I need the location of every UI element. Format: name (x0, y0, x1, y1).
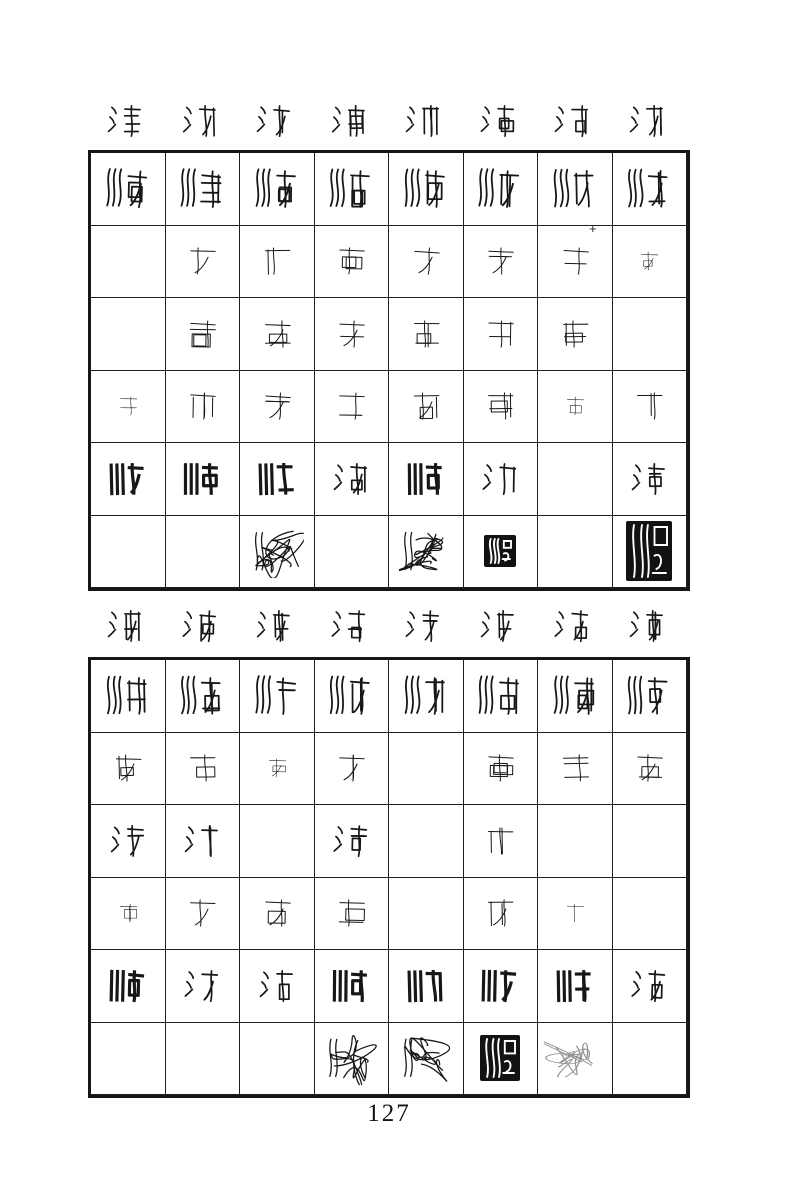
glyph-cell (389, 1023, 464, 1096)
header-char (163, 601, 238, 651)
glyph-cell (464, 298, 539, 371)
glyph-cell (389, 516, 464, 589)
empty-cell (91, 516, 166, 589)
glyph-cell (389, 371, 464, 444)
ancient-script-glyph (624, 99, 669, 144)
glyph-cell (315, 226, 390, 299)
empty-cell (91, 298, 166, 371)
glyph-cell (315, 805, 390, 878)
glyph-cell (166, 805, 241, 878)
ancient-script-glyph (406, 387, 445, 426)
ancient-script-glyph (630, 749, 669, 788)
empty-cell (389, 805, 464, 878)
header-row-1 (88, 96, 684, 146)
glyph-cell (464, 1023, 539, 1096)
glyph-cell (538, 153, 613, 226)
empty-cell (91, 1023, 166, 1096)
glyph-cell (166, 878, 241, 951)
ancient-script-glyph (325, 670, 377, 722)
glyph-cell (166, 298, 241, 371)
empty-cell (538, 443, 613, 516)
ancient-script-glyph (623, 162, 676, 215)
ancient-script-glyph (103, 99, 147, 143)
ancient-script-glyph (251, 163, 303, 215)
glyph-cell (240, 298, 315, 371)
ancient-script-glyph (475, 604, 520, 649)
ancient-script-glyph (562, 900, 588, 926)
glyph-cell (613, 733, 688, 806)
ancient-script-glyph (481, 749, 520, 788)
glyph-cell (538, 878, 613, 951)
ancient-script-glyph (104, 455, 151, 502)
ancient-script-glyph (476, 99, 520, 143)
empty-cell (315, 516, 390, 589)
ancient-script-glyph (478, 456, 523, 501)
ancient-script-glyph (332, 242, 371, 281)
glyph-cell (464, 950, 539, 1023)
ancient-script-glyph (400, 670, 452, 722)
glyph-cell (613, 660, 688, 733)
header-char (461, 96, 536, 146)
ancient-script-glyph (253, 455, 300, 502)
ancient-script-glyph (402, 962, 449, 1009)
seal-stamp-glyph (626, 521, 672, 581)
header-char (163, 96, 238, 146)
empty-cell (389, 733, 464, 806)
ancient-script-glyph (403, 456, 449, 502)
ancient-script-glyph (548, 162, 601, 215)
header-char (237, 96, 312, 146)
glyph-cell (166, 226, 241, 299)
glyph-cell (538, 298, 613, 371)
ancient-script-glyph (481, 894, 520, 933)
glyph-cell (389, 443, 464, 516)
ancient-script-glyph (180, 819, 224, 863)
glyph-cell (315, 1023, 390, 1096)
glyph-cell (166, 950, 241, 1023)
glyph-cell (464, 878, 539, 951)
empty-cell (240, 805, 315, 878)
glyph-cell (464, 371, 539, 444)
ancient-script-glyph (176, 162, 229, 215)
glyph-cell (464, 805, 539, 878)
ancient-script-glyph (555, 749, 594, 788)
glyph-cell (240, 950, 315, 1023)
glyph-cell (91, 805, 166, 878)
empty-cell (389, 878, 464, 951)
ancient-script-glyph (627, 963, 672, 1008)
header-char (88, 96, 163, 146)
glyph-cell (538, 371, 613, 444)
ancient-script-glyph (625, 604, 669, 648)
glyph-cell (613, 950, 688, 1023)
glyph-cell (538, 1023, 613, 1096)
ancient-script-glyph (329, 457, 373, 501)
ancient-script-glyph (183, 242, 222, 281)
ancient-script-glyph (332, 894, 371, 933)
glyph-cell (538, 950, 613, 1023)
seal-stamp-glyph (484, 535, 516, 567)
glyph-cell (91, 660, 166, 733)
header-char (312, 601, 387, 651)
ancient-script-glyph (325, 163, 377, 215)
glyph-cell (91, 153, 166, 226)
header-char (88, 601, 163, 651)
glyph-cell (240, 443, 315, 516)
ancient-script-glyph (101, 669, 154, 722)
header-char (535, 601, 610, 651)
ancient-script-glyph (329, 818, 374, 863)
ancient-script-glyph (177, 99, 222, 144)
ancient-script-glyph (257, 894, 296, 933)
ancient-script-glyph (332, 314, 371, 353)
ancient-script-glyph (407, 315, 445, 353)
glyph-cell (315, 153, 390, 226)
glyph-cell (240, 226, 315, 299)
header-char (535, 96, 610, 146)
glyph-cell (464, 516, 539, 589)
ancient-script-glyph (105, 818, 150, 863)
glyph-cell (166, 733, 241, 806)
ancient-script-glyph (249, 524, 304, 579)
ancient-script-glyph (481, 387, 519, 425)
ancient-script-glyph (257, 387, 296, 426)
ancient-script-glyph (401, 99, 445, 143)
glyph-cell (389, 153, 464, 226)
empty-cell (91, 226, 166, 299)
glyph-cell (240, 878, 315, 951)
ancient-script-glyph (399, 524, 453, 578)
glyph-cell (91, 950, 166, 1023)
header-char (312, 96, 387, 146)
ancient-script-glyph (115, 393, 141, 419)
empty-cell (613, 298, 688, 371)
ancient-script-glyph (401, 604, 445, 648)
ancient-script-glyph (477, 962, 524, 1009)
header-char (610, 96, 685, 146)
empty-cell (613, 1023, 688, 1096)
ancient-script-glyph (115, 900, 141, 926)
ancient-script-glyph (179, 456, 225, 502)
ancient-script-glyph (556, 315, 594, 353)
ancient-script-glyph (406, 242, 445, 281)
glyph-cell (315, 660, 390, 733)
ancient-script-glyph (550, 99, 594, 143)
ancient-script-glyph (481, 242, 520, 281)
glyph-cell (613, 226, 688, 299)
ancient-script-glyph (636, 248, 662, 274)
ancient-script-glyph (324, 1031, 378, 1085)
ancient-script-glyph (630, 387, 668, 425)
ancient-script-glyph (332, 387, 371, 426)
ancient-script-glyph (481, 821, 520, 860)
ancient-script-glyph (183, 749, 222, 788)
glyph-cell (315, 878, 390, 951)
scan-artifact-plus: + (589, 221, 597, 236)
glyph-cell (315, 950, 390, 1023)
glyph-cell (464, 733, 539, 806)
glyph-grid-2 (88, 657, 690, 1098)
ancient-script-glyph (400, 163, 452, 215)
glyph-cell (240, 153, 315, 226)
glyph-cell (240, 733, 315, 806)
empty-cell (613, 878, 688, 951)
glyph-cell (166, 443, 241, 516)
glyph-cell (240, 660, 315, 733)
glyph-cell (166, 153, 241, 226)
glyph-cell (240, 516, 315, 589)
glyph-cell (538, 733, 613, 806)
empty-cell (538, 805, 613, 878)
glyph-cell (464, 226, 539, 299)
ancient-script-glyph (474, 670, 526, 722)
ancient-script-glyph (326, 99, 371, 144)
ancient-script-glyph (474, 162, 527, 215)
glyph-cell (389, 298, 464, 371)
glyph-cell (315, 733, 390, 806)
ancient-script-glyph (623, 669, 676, 722)
glyph-cell (464, 443, 539, 516)
glyph-cell (166, 371, 241, 444)
ancient-script-glyph (255, 964, 299, 1008)
empty-cell (613, 805, 688, 878)
ancient-script-glyph (104, 962, 151, 1009)
header-char (461, 601, 536, 651)
glyph-cell (613, 371, 688, 444)
glyph-cell (91, 371, 166, 444)
ancient-script-glyph (550, 604, 595, 649)
ancient-script-glyph (103, 604, 147, 648)
page-number: 127 (367, 1100, 411, 1127)
ancient-script-glyph (481, 314, 520, 353)
header-char (237, 601, 312, 651)
ancient-script-glyph (551, 962, 598, 1009)
ancient-script-glyph (398, 1031, 453, 1086)
ancient-script-glyph (561, 393, 588, 420)
ancient-script-glyph (176, 669, 229, 722)
glyph-cell (613, 153, 688, 226)
ancient-script-glyph (183, 387, 222, 426)
ancient-script-glyph (257, 242, 296, 281)
glyph-cell (91, 733, 166, 806)
glyph-cell (464, 153, 539, 226)
ancient-script-glyph (258, 315, 296, 353)
ancient-script-glyph (328, 963, 374, 1009)
header-char (610, 601, 685, 651)
ancient-script-glyph (555, 242, 594, 281)
glyph-grid-1 (88, 150, 690, 591)
ancient-script-glyph (332, 749, 370, 787)
ancient-script-glyph (264, 755, 290, 781)
glyph-cell (464, 660, 539, 733)
ancient-script-glyph (183, 314, 222, 353)
ancient-script-glyph (544, 1039, 606, 1077)
glyph-cell (613, 516, 688, 589)
header-char (386, 96, 461, 146)
ancient-script-glyph (326, 604, 371, 649)
ancient-script-glyph (252, 604, 297, 649)
glyph-cell (91, 443, 166, 516)
seal-stamp-glyph (480, 1035, 520, 1081)
glyph-cell (389, 226, 464, 299)
glyph-cell (613, 443, 688, 516)
header-row-2 (88, 601, 684, 651)
glyph-cell (389, 950, 464, 1023)
ancient-script-glyph (250, 669, 303, 722)
glyph-cell (315, 443, 390, 516)
empty-cell (166, 516, 241, 589)
header-char (386, 601, 461, 651)
glyph-cell (240, 371, 315, 444)
glyph-cell (389, 660, 464, 733)
glyph-cell (91, 878, 166, 951)
ancient-script-glyph (108, 749, 147, 788)
glyph-cell (315, 298, 390, 371)
ancient-script-glyph (183, 894, 221, 932)
empty-cell (166, 1023, 241, 1096)
ancient-script-glyph (252, 99, 296, 143)
ancient-script-glyph (627, 457, 671, 501)
ancient-script-glyph (180, 963, 225, 1008)
glyph-cell (315, 371, 390, 444)
glyph-cell (538, 660, 613, 733)
ancient-script-glyph (177, 604, 222, 649)
empty-cell (240, 1023, 315, 1096)
glyph-cell (166, 660, 241, 733)
glyph-cell (538, 226, 613, 299)
ancient-script-glyph (549, 670, 601, 722)
ancient-script-glyph (101, 162, 154, 215)
empty-cell (538, 516, 613, 589)
